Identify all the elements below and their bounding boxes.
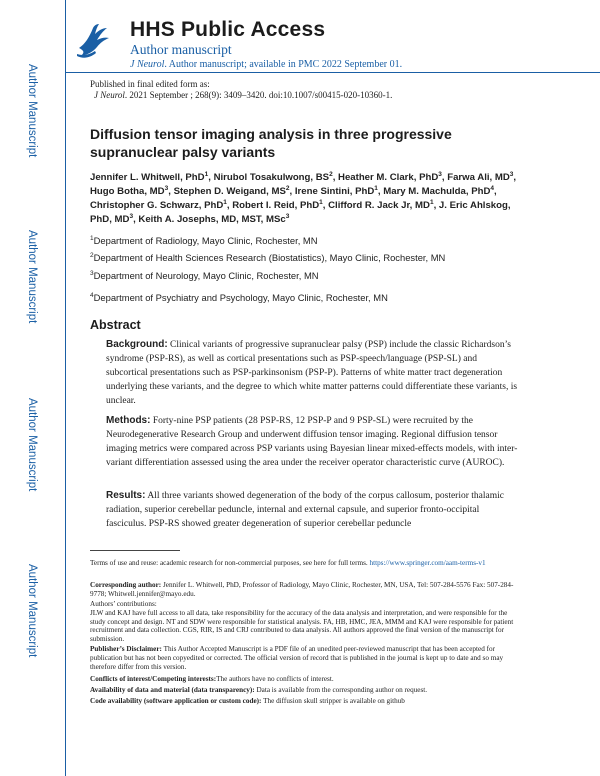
author-name: Keith A. Josephs, MD, MST, MSc xyxy=(138,214,286,225)
author-list: Jennifer L. Whitwell, PhD$^1$, Nirubol Tosakulwong, $BS^2$, Heather M. Clark, PhD$^3$, Farwa Ali, $MD^3$, Hugo Botha, $MD^3$, Stephen D. Weigand, $MS^2$, Irene Sintini, PhD$^1$, Mary M. Machulda, PhD$^4$, Christopher G. Schwarz, PhD$^1$, Robert I. Reid, PhD$^1$, Clifford R. Jack Jr, $MD^1$, J. Eric Ahlskog, PhD, $MD^3$, Keith A. Josephs, MD, MST, MSc$^3$ xyxy=(90,170,517,225)
affiliation xyxy=(90,270,319,281)
section-label: Results: xyxy=(106,490,146,501)
header-divider xyxy=(66,72,600,73)
author-affil-marker: 2 xyxy=(285,184,290,192)
author-affil-marker: 1 xyxy=(223,198,227,206)
availability-text: . Author manuscript; available in PMC 2022 September 01. xyxy=(164,59,403,70)
affiliation-text: Department of Radiology, Mayo Clinic, Rochester, MN xyxy=(93,235,318,246)
author-affil-marker: 3 xyxy=(285,212,290,220)
code-text: The diffusion skull stripper is available on github xyxy=(261,697,405,705)
abstract-methods xyxy=(106,414,518,470)
section-label: Methods: xyxy=(106,415,151,426)
citation-journal: J Neurol xyxy=(94,90,125,100)
author-manuscript-sidebar xyxy=(0,0,66,776)
availability-label: Availability of data and material (data transparency): xyxy=(90,686,255,694)
affiliation-number: 2 xyxy=(90,251,94,259)
corresponding-text: Jennifer L. Whitwell, PhD, Professor of Radiology, Mayo Clinic, Rochester, MN, USA, Tel: 507-284-5576 Fax: 507-284-9778; Whitwell.jennifer@mayo.edu. xyxy=(90,581,514,598)
footnote-corresponding xyxy=(90,581,518,599)
author-name: Irene Sintini, PhD xyxy=(294,186,375,197)
author-name: Robert I. Reid, PhD xyxy=(232,200,320,211)
author-affil-marker: 3 xyxy=(129,212,134,220)
footnote-divider xyxy=(90,550,180,551)
abstract-background xyxy=(106,338,518,408)
author-affil-marker: 3 xyxy=(509,170,514,178)
journal-abbrev: J Neurol xyxy=(130,59,165,70)
author-name: Farwa Ali, MD xyxy=(447,172,510,183)
author-name: Nirubol Tosakulwong, BS xyxy=(213,172,330,183)
affiliation-text: Department of Health Sciences Research (Biostatistics), Mayo Clinic, Rochester, MN xyxy=(93,252,446,263)
conflicts-label: Conflicts of interest/Competing interests: xyxy=(90,675,217,683)
author-name: Clifford R. Jack Jr, MD xyxy=(328,200,430,211)
author-affil-marker: 3 xyxy=(438,170,442,178)
footnote-disclaimer xyxy=(90,645,518,671)
hhs-public-access-title: HHS Public Access xyxy=(130,18,326,41)
affiliation-number: 3 xyxy=(90,269,94,277)
affiliation xyxy=(90,235,318,246)
terms-text: Terms of use and reuse: academic research for non-commercial purposes, see here for full terms. xyxy=(90,559,370,567)
disclaimer-text: This Author Accepted Manuscript is a PDF file of an unedited peer-reviewed manuscript that has been accepted for publication but has not been copyedited or corrected. The official version of record that is published in the journal is kept up to date and so may therefore differ from this version. xyxy=(90,645,504,671)
affiliation-number: 1 xyxy=(90,234,94,242)
sidebar-divider xyxy=(65,0,66,776)
section-text: Clinical variants of progressive supranuclear palsy (PSP) include the classic Richardson’s syndrome (PSP-RS), as well as cortical presentations such as PSP-speech/language (PSP-SL) and subcortical presentations such as PSP-parkinsonism (PSP-P). Patterns of white matter tract degeneration underlying these variants, and the degree to which white matter patterns could differentiate these variants, is unclear. xyxy=(106,340,518,406)
sidebar-label: Author Manuscript xyxy=(26,230,38,324)
affiliation-text: Department of Psychiatry and Psychology, Mayo Clinic, Rochester, MN xyxy=(93,292,388,303)
author-affil-marker: 1 xyxy=(319,198,323,206)
author-name: J. Eric Ahlskog, PhD, MD xyxy=(90,200,511,225)
author-name: Mary M. Machulda, PhD xyxy=(383,186,491,197)
contrib-heading: Authors’ contributions: xyxy=(90,600,157,608)
corresponding-label: Corresponding author: xyxy=(90,581,162,589)
author-manuscript-subtitle: Author manuscript xyxy=(130,42,232,57)
affiliation xyxy=(90,252,445,263)
conflicts-text: The authors have no conflicts of interest. xyxy=(216,675,334,683)
abstract-results xyxy=(106,489,518,531)
citation-line xyxy=(90,90,392,101)
footnote-availability xyxy=(90,686,518,695)
affiliation-number: 4 xyxy=(90,291,94,299)
citation-text: . 2021 September ; 268(9): 3409–3420. doi:10.1007/s00415-020-10360-1. xyxy=(124,90,393,100)
author-affil-marker: 1 xyxy=(374,184,378,192)
author-name: Jennifer L. Whitwell, PhD xyxy=(90,172,205,183)
code-label: Code availability (software application or custom code): xyxy=(90,697,262,705)
pmc-availability-line xyxy=(130,59,402,70)
author-affil-marker: 4 xyxy=(490,184,495,192)
section-text: Forty-nine PSP patients (28 PSP-RS, 12 PSP-P and 9 PSP-SL) were recruited by the Neurodegenerative Research Group and underwent diffusion tensor imaging. Regional diffusion tensor imaging metrics were compared across PSP variants using Bayesian linear mixed-effects models, with inter-variant differentiation assessed using the area under the receiver operator characteristic curve (AUROC). xyxy=(106,416,518,468)
author-name: Stephen D. Weigand, MS xyxy=(173,186,286,197)
abstract-heading: Abstract xyxy=(90,318,141,332)
publication-info xyxy=(90,79,392,101)
affiliation-text: Department of Neurology, Mayo Clinic, Rochester, MN xyxy=(93,270,319,281)
footnote-terms xyxy=(90,559,518,568)
hhs-eagle-logo-icon xyxy=(73,18,113,62)
published-line: Published in final edited form as: xyxy=(90,79,210,89)
author-affil-marker: 1 xyxy=(429,198,434,206)
author-name: Heather M. Clark, PhD xyxy=(338,172,439,183)
sidebar-label: Author Manuscript xyxy=(26,64,38,158)
footnote-code xyxy=(90,697,518,706)
sidebar-label: Author Manuscript xyxy=(26,398,38,492)
contrib-text: JLW and KAJ have full access to all data, take responsibility for the accuracy of the data analysis and interpretation, and were responsible for the study concept and design. NT and SDW were responsible for statistical analysis. FA, HB, HMC, JEA, MMM and KAJ were responsible for patient recruitment and data collection. CGS, RIR, IS and CRJ contributed to data analysis. All authors approved the final version of the manuscript for submission. xyxy=(90,608,514,644)
section-label: Background: xyxy=(106,339,168,350)
footnote-contributions xyxy=(90,600,518,644)
author-affil-marker: 1 xyxy=(204,170,209,178)
sidebar-label: Author Manuscript xyxy=(26,564,38,658)
author-name: Christopher G. Schwarz, PhD xyxy=(90,200,224,211)
section-text: All three variants showed degeneration of the body of the corpus callosum, posterior thalamic radiation, superior cerebellar peduncle, internal and external capsule, and superior fronto-occipital fasciculus. PSP-RS showed greater degeneration of superior cerebellar peduncle xyxy=(106,491,504,529)
disclaimer-label: Publisher’s Disclaimer: xyxy=(90,645,162,653)
availability-text: Data is available from the corresponding author on request. xyxy=(254,686,428,694)
author-name: Hugo Botha, MD xyxy=(90,186,165,197)
author-affil-marker: 2 xyxy=(329,170,333,178)
terms-link[interactable]: https://www.springer.com/aam-terms-v1 xyxy=(369,559,486,567)
affiliation xyxy=(90,292,388,303)
author-affil-marker: 3 xyxy=(164,184,169,192)
article-title: Diffusion tensor imaging analysis in three progressive supranuclear palsy variants xyxy=(90,126,452,160)
footnote-conflicts xyxy=(90,675,518,684)
